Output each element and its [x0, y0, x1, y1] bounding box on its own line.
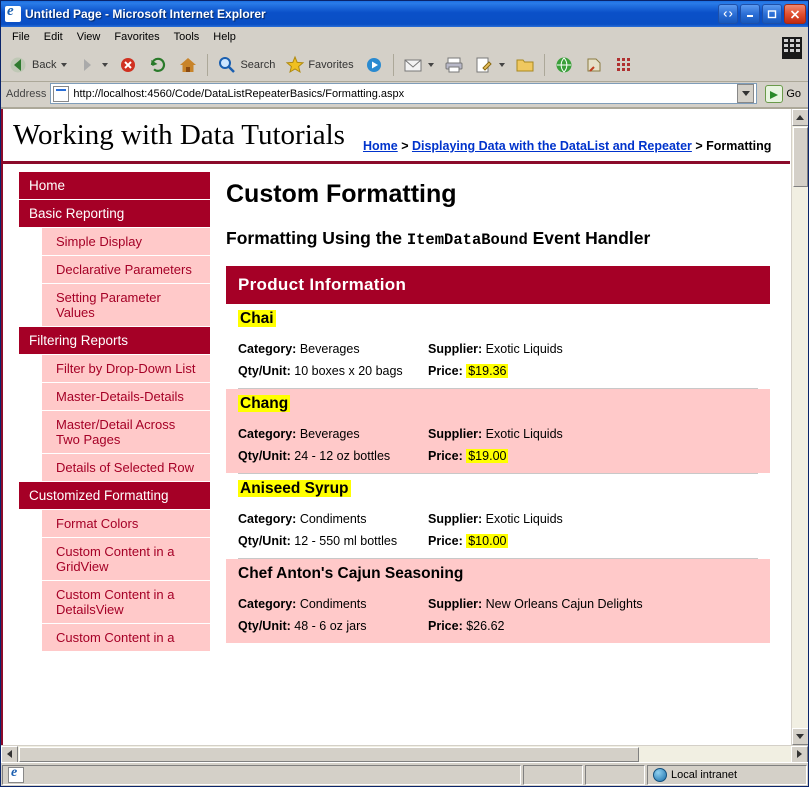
- subtitle-text-before: Formatting Using the: [226, 227, 407, 248]
- label-qty: Qty/Unit:: [238, 619, 291, 634]
- label-qty: Qty/Unit:: [238, 534, 291, 549]
- edit-button[interactable]: [470, 51, 509, 79]
- product-details-right: [428, 427, 563, 463]
- product-category: Condiments: [299, 597, 367, 612]
- product-name-text: Chai: [240, 310, 274, 328]
- mail-button[interactable]: [399, 51, 438, 79]
- product-supplier: New Orleans Cajun Delights: [485, 597, 643, 612]
- product-name: [226, 559, 770, 587]
- label-category: Category:: [238, 597, 297, 612]
- search-button[interactable]: [213, 51, 279, 79]
- window-controls: [718, 4, 806, 24]
- main-content: [210, 164, 790, 652]
- product-details-left: [238, 342, 428, 378]
- menu-item-edit[interactable]: Edit: [43, 31, 63, 43]
- sidebar-item-customized-formatting[interactable]: Customized Formatting: [19, 482, 210, 510]
- status-message: [2, 765, 521, 785]
- label-supplier: Supplier:: [428, 342, 483, 357]
- web-page: [1, 109, 791, 745]
- sidebar-item-details-of-selected-row[interactable]: Details of Selected Row: [42, 454, 210, 482]
- address-bar: [1, 82, 808, 108]
- toolbar-separator-2: [393, 54, 394, 76]
- sidebar-item-master-detail-across-two-pages[interactable]: Master/Detail Across Two Pages: [42, 411, 210, 454]
- home-button[interactable]: [174, 51, 202, 79]
- sidebar-item-basic-reporting[interactable]: Basic Reporting: [19, 200, 210, 228]
- forward-dropdown-icon[interactable]: [102, 63, 108, 67]
- product-price: $10.00: [468, 534, 507, 549]
- product-details: [226, 587, 770, 643]
- page-title: Custom Formatting: [226, 179, 457, 208]
- breadcrumb-link-section[interactable]: Displaying Data with the DataList and Repeater: [411, 139, 692, 153]
- refresh-button[interactable]: [144, 51, 172, 79]
- product-details-right: [428, 512, 563, 548]
- product-details-right: [428, 342, 563, 378]
- label-category: Category:: [238, 342, 297, 357]
- scroll-left-button[interactable]: [1, 746, 18, 763]
- product-details: [226, 417, 770, 473]
- scroll-down-button[interactable]: [792, 728, 809, 745]
- product-supplier: Exotic Liquids: [485, 512, 563, 527]
- breadcrumb-current: Formatting: [706, 139, 772, 153]
- print-button[interactable]: [440, 51, 468, 79]
- product-qty: 10 boxes x 20 bags: [294, 364, 403, 379]
- address-input[interactable]: [50, 83, 757, 104]
- site-header: [3, 109, 790, 164]
- favorites-button[interactable]: [281, 51, 357, 79]
- chevron-down-icon: [742, 91, 750, 96]
- label-supplier: Supplier:: [428, 597, 483, 612]
- minimize-button[interactable]: [740, 4, 760, 24]
- vertical-scrollbar[interactable]: [791, 109, 808, 745]
- product-information-header: Product Information: [226, 266, 770, 304]
- folder-button[interactable]: [511, 51, 539, 79]
- product-details-left: [238, 597, 428, 633]
- favorites-label: Favorites: [308, 58, 354, 71]
- title-bar: [1, 1, 808, 27]
- menu-item-favorites[interactable]: Favorites: [114, 31, 160, 43]
- product-row: [226, 304, 770, 388]
- site-title: Working with Data Tutorials: [13, 119, 345, 151]
- status-cell-2: [585, 765, 645, 785]
- page-icon: [53, 86, 69, 102]
- label-qty: Qty/Unit:: [238, 364, 291, 379]
- product-name-text: Aniseed Syrup: [240, 480, 349, 498]
- horizontal-scrollbar[interactable]: [1, 745, 808, 762]
- product-qty: 12 - 550 ml bottles: [294, 534, 398, 549]
- sidebar-item-simple-display[interactable]: Simple Display: [42, 228, 210, 256]
- label-category: Category:: [238, 427, 297, 442]
- arrow-left-icon: [7, 750, 12, 758]
- product-supplier: Exotic Liquids: [485, 427, 563, 442]
- product-details: [226, 332, 770, 388]
- discuss-button[interactable]: [550, 51, 578, 79]
- sidebar-item-custom-content-partial[interactable]: Custom Content in a: [42, 624, 210, 652]
- hscroll-thumb[interactable]: [19, 747, 639, 762]
- product-name-text: Chef Anton's Cajun Seasoning: [238, 565, 464, 583]
- page-viewport: [1, 108, 808, 745]
- back-dropdown-icon[interactable]: [61, 63, 67, 67]
- breadcrumb-sep-1: >: [397, 139, 412, 153]
- product-price: $19.00: [468, 449, 507, 464]
- forward-button[interactable]: [73, 51, 112, 79]
- subtitle-text-after: Event Handler: [527, 227, 651, 248]
- label-price: Price:: [428, 619, 463, 634]
- sidebar-item-setting-parameter-values[interactable]: Setting Parameter Values: [42, 284, 210, 327]
- sidebar-item-home[interactable]: Home: [19, 172, 210, 200]
- menu-item-file[interactable]: File: [12, 31, 30, 43]
- menu-bar: [1, 27, 808, 48]
- sidebar-item-filtering-reports[interactable]: Filtering Reports: [19, 327, 210, 355]
- search-label: Search: [240, 58, 276, 71]
- scroll-thumb[interactable]: [793, 127, 808, 187]
- label-supplier: Supplier:: [428, 427, 483, 442]
- go-label: Go: [786, 87, 801, 100]
- status-bar: [1, 762, 808, 786]
- sidebar-item-master-details-details[interactable]: Master-Details-Details: [42, 383, 210, 411]
- product-name-text: Chang: [240, 395, 289, 413]
- breadcrumb-sep-2: >: [691, 139, 707, 153]
- history-button[interactable]: [580, 51, 608, 79]
- label-price: Price:: [428, 364, 463, 379]
- status-page-icon: [8, 767, 24, 783]
- product-price: $26.62: [466, 619, 505, 634]
- mail-dropdown-icon[interactable]: [428, 63, 434, 67]
- toolbar-separator: [207, 54, 208, 76]
- product-category: Condiments: [299, 512, 367, 527]
- sidebar-item-custom-content-detailsview[interactable]: Custom Content in a DetailsView: [42, 581, 210, 624]
- product-name: [226, 304, 770, 332]
- label-price: Price:: [428, 534, 463, 549]
- label-category: Category:: [238, 512, 297, 527]
- address-dropdown-button[interactable]: [737, 84, 754, 103]
- menu-item-view[interactable]: View: [76, 31, 101, 43]
- product-qty: 48 - 6 oz jars: [294, 619, 367, 634]
- browser-toolbar: [1, 48, 808, 82]
- product-details-right: [428, 597, 643, 633]
- label-supplier: Supplier:: [428, 512, 483, 527]
- product-details-left: [238, 427, 428, 463]
- breadcrumb: [363, 119, 771, 155]
- product-supplier: Exotic Liquids: [485, 342, 563, 357]
- close-button[interactable]: [784, 4, 806, 24]
- sidebar-item-declarative-parameters[interactable]: Declarative Parameters: [42, 256, 210, 284]
- restore-down-button[interactable]: [718, 4, 738, 24]
- back-label: Back: [32, 58, 57, 71]
- product-row: [226, 389, 770, 473]
- research-button[interactable]: [610, 51, 638, 79]
- sidebar-item-format-colors[interactable]: Format Colors: [42, 510, 210, 538]
- product-row: [226, 559, 770, 643]
- address-url-text: http://localhost:4560/Code/DataListRepeaterBasics/Formatting.aspx: [73, 87, 405, 100]
- security-zone[interactable]: [647, 765, 807, 785]
- product-details: [226, 502, 770, 558]
- menu-item-help[interactable]: Help: [213, 31, 236, 43]
- product-details-left: [238, 512, 428, 548]
- scroll-right-button[interactable]: [791, 746, 808, 763]
- sidebar-nav: [3, 164, 210, 652]
- globe-icon: [653, 768, 667, 782]
- breadcrumb-link-home[interactable]: Home: [362, 139, 398, 153]
- go-arrow-icon: [765, 85, 783, 103]
- ie-logo-icon: [5, 6, 21, 22]
- address-label: Address: [6, 87, 47, 100]
- scroll-up-button[interactable]: [792, 109, 809, 126]
- subtitle-code: ItemDataBound: [406, 230, 528, 249]
- menu-item-tools[interactable]: Tools: [173, 31, 200, 43]
- product-name: [226, 474, 770, 502]
- maximize-button[interactable]: [762, 4, 782, 24]
- window-title: Untitled Page - Microsoft Internet Explorer: [25, 7, 266, 21]
- sidebar-item-filter-by-drop-down-list[interactable]: Filter by Drop-Down List: [42, 355, 210, 383]
- stop-button[interactable]: [114, 51, 142, 79]
- arrow-down-icon: [796, 734, 804, 739]
- product-qty: 24 - 12 oz bottles: [294, 449, 391, 464]
- media-button[interactable]: [360, 51, 388, 79]
- label-qty: Qty/Unit:: [238, 449, 291, 464]
- arrow-right-icon: [797, 750, 802, 758]
- status-cell-1: [523, 765, 583, 785]
- edit-dropdown-icon[interactable]: [499, 63, 505, 67]
- product-price: $19.36: [468, 364, 507, 379]
- brand-logo-icon: [778, 27, 806, 71]
- go-button[interactable]: [761, 85, 805, 103]
- product-category: Beverages: [299, 427, 360, 442]
- product-category: Beverages: [299, 342, 360, 357]
- product-name: [226, 389, 770, 417]
- back-button[interactable]: [5, 51, 71, 79]
- sidebar-item-custom-content-gridview[interactable]: Custom Content in a GridView: [42, 538, 210, 581]
- product-row: [226, 474, 770, 558]
- security-zone-label: Local intranet: [671, 768, 738, 781]
- section-subtitle: [226, 227, 770, 250]
- label-price: Price:: [428, 449, 463, 464]
- arrow-up-icon: [796, 115, 804, 120]
- toolbar-separator-3: [544, 54, 545, 76]
